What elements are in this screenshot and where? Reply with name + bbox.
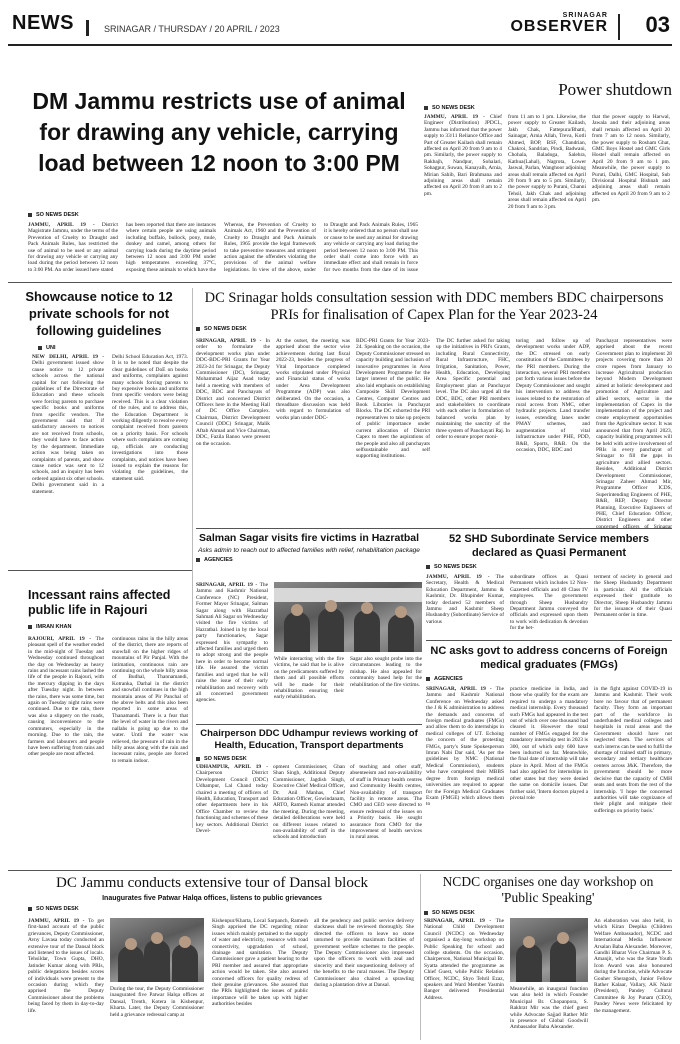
story-column: from 11 am to 1 pm. Likewise, the power supply to Greater Kailash, Jakh Chak, Fattepura/Bhatti, Sainagar, Arnia Allah, Treva, Kotli Ahmed, BOP, BSF, Chandrian, Chakroi, Sandrian, Pindi, Badwani, Chohala, Baladoga, Salehra, Kathua(Lahal), Nagrota, Lower Jaswal, Parlan, Wanghoor adjoining areas shall remain affected on April 20 from 9 am to 5 pm. Similarly, the power supply to Purani, Channi Tehsil, Jakh Chak and adjoining areas shall remain affected on April 20 from 9 am to 3 pm. xyxy=(508,114,586,210)
header-divider xyxy=(618,14,620,40)
story-byline: SO NEWS DESK xyxy=(28,212,418,218)
story-column: At the outset, the meeting was apprised about the sector wise achievements during last fiscal 2022-23, besides the progress of Vital Importance completed works stipulated under Physical and Financial status of works under Area Development Programme (ADP) was also deliberated. On the occasion, a threadbare discussion was held with regard to formulation of works plan under DDC- xyxy=(276,338,350,421)
story-column: UDHAMPUR, APRIL 19 - Chairperson District Development Council (DDC) Udhampur, Lal Chand today chaired a meeting of officers of Health, Education, Transport and other departments here in his Office Chamber to review the functioning and schemes of these key sectors. Additional District Devel- xyxy=(196,764,268,835)
story-column: Kishenpur/Kharta, Local Sarpanch, Ramesh Singh apprised the DC regarding minor issues which mainly pertained to the supply of water and electricity, resource with road connectivity, upgradation of school, drainage and sanitation. The Deputy Commissioner gave a patient hearing to the PRI member and assured that appropriate action would be taken. She also assured concerned officers for quality redress of their genuine grievances. She assured that the PRIs highlighted the issues of public importance will be taken up with higher authorities besides xyxy=(212,918,308,1008)
story-tawi xyxy=(8,874,416,1040)
story-headline: DM Jammu restricts use of animal for drawing any vehicle, carrying load between 12 noon to 3:00 PM xyxy=(32,88,406,176)
story-column: JAMMU, APRIL 19 - To get first-hand account of the public grievances, Deputy Commissioner, Avny Lavasa today conducted an extensive tour of the Dansal block and listened to the issues of locals. Tehsildar, Town Gupta, DHO, Jatinder Kumar along with PRIs, public delegations besides scores of individuals were present to the occasion during which they apprised the Deputy Commissioner about the problems being faced by them in day-to-day life. xyxy=(28,918,104,1014)
brand-top: SRINAGAR xyxy=(562,12,608,19)
story-column: During the tour, the Deputy Commissioner inaugurated five Patwar Halqa offices at Dansal, Trenth, Kotera in Kishenpur, Kharta. Later, the Deputy Commissioner held a grievance redressal camp at xyxy=(110,986,204,1018)
story-column: Meanwhile, an inaugural function was also held in which Founder Municipal Br. Chopanpora, S. Rakhrat Mir was the chief guest while Advocate Sajjad Rather Mir in presence of Global Goodwill Ambassador Baba Alexander. xyxy=(510,986,588,1031)
story-animal xyxy=(20,86,418,214)
news-photo xyxy=(274,582,422,652)
story-fmg xyxy=(426,644,672,866)
story-column: SRINAGAR, APRIL 19 - The National Child Development Council (NCDC) on Wednesday organised a day-long workshop on Public Speaking for school and college students. On the occasion, Chairperson, National Municipal Br. Syatta attended the programme as Chief Guest, while Public Relation Officer, NCDC, Shyo Tehril Ezaz, speakers and Ward Member Yasmin Banger delivered Presidential Address. xyxy=(424,918,504,1001)
section-divider xyxy=(8,282,672,283)
story-byline: AGENCIES xyxy=(196,557,422,563)
story-headline: DC Srinagar holds consultation session with DDC members BDC chairpersons PRIs for finalisation of Capex Plan for the Year 2023-24 xyxy=(204,290,664,323)
story-column: JAMMU, APRIL 19 - Chief Engineer (Distribution) JPDCL, Jammu has informed that the power supply to 33/11 Reliance Office and Part of Greater Kailash shall remain affected on April 20 from 9 am to 4 pm. Similarly, the power supply to Rakbajh, Nandpur, Sohalari, Sohagpur, Suwan, Kanayalh, Arnia, Mirian Sahib, Bari Brahmana and adjoining areas shall remain affected on April 20 from 8 am to 2 pm. xyxy=(424,114,502,197)
section-divider xyxy=(8,870,672,871)
story-column: Whereas, the Prevention of Cruelty to Animals Act, 1960 and the Prevention of Cruelty to Draught and Pack Animals Rules, 1965 provide the legal framework to take preventive measures and stringent action against the offenders violating the provisions of the animal welfare legislations. In view of the above, under xyxy=(224,222,316,272)
story-headline: 52 SHD Subordinate Service members declared as Quasi Permanent xyxy=(449,533,649,559)
story-headline: Showcause notice to 12 private schools for not following guidelines xyxy=(25,289,173,338)
page-number: 03 xyxy=(645,12,670,37)
issue-date: SRINAGAR / THURSDAY / 20 APRIL / 2023 xyxy=(104,24,280,34)
story-column: SRINAGAR, APRIL 19 - The Jammu and Kashmir National Conference (NC) President, Former Mayor Srinagar, Salman Sagar along with Hazratbal Sahmati Ali Sagar on Wednesday visited the fire victims of Hazratbal. Joined in by the local party functionaries, Sagar expressed his sympathy to affected families and urged them to adopt strong and the people here in order to become normal life. He assured the victim families and urged that he will raise the issue of their early rehabilitation and recovery with all concerned government agencies. xyxy=(196,582,268,704)
story-byline: UNI xyxy=(8,345,190,351)
story-byline: SO NEWS DESK xyxy=(426,564,672,570)
story-column: SRINAGAR, APRIL 19 - In order to formulate the development works plan under DDC-BDC-PRI Grants for Year 2023-24 for Srinagar, the Deputy Commissioner (DC), Srinagar, Mohammad Aijaz Asad today held a meeting with members of DDC, BDC and Panchayats of District and concerned District Officers here in the Meeting Hall of DC Office Complex. Chairman, District Development Council (DDC) Srinagar, Malik Aftab Ahmad and Vice Chairman, DDC, Fazila Banoo were present on the occasion. xyxy=(196,338,270,447)
brand-main: OBSERVER xyxy=(510,18,608,35)
story-column: The DC further asked for taking up the initiatives in PRI's Grants, including Rural Connectivity, Rural Infrastructure, FHC, Irrigation, Sanitation, Power, Health, Education, Developing Area Specific potential and Employment plan at Panchayat level. The DC also urged all the DDC, BDC, other PRI members and stakeholders to coordinate with each other in formulation of balanced works plan by maintaining the sanctity of the three system of Panchayati Raj. In order to ensure proper moni- xyxy=(436,338,510,441)
story-headline: Chairperson DDC Udhampur reviews working of Health, Education, Transport departments xyxy=(200,728,418,751)
story-rains xyxy=(8,588,190,828)
story-column: RAJOURI, APRIL 19 - The pleasant spell of the weather ended in the mid-night of Tuesday and Wednesday continued throughout the day on Wednesday as heavy rains and incessant rains lashed the life of the people in Rajouri, with the mercury dipping in the days after Tuesday night. In between the rains, there was some time, but again on Tuesday night rains were continued. Due to the rain, there was also a slippery on the roads, causing inconvenience to the commuters, especially in the morning. Due to the rain, the farmers and labourers and people have been suffering from rains and other people are most affected. xyxy=(28,636,104,758)
story-subhead: Inaugurates five Patwar Halqa offices, listens to public grievances xyxy=(102,895,322,902)
story-column: has been reported that there are instances where certain people are using animals including buffalo, bullock, pony, mule, donkey and camel, among others for carrying loads during the daytime period between 12 noon and 3:00 PM under high temperatures exceeding 37°C, exposing these animals to which have the xyxy=(126,222,216,272)
story-column: terment of society in general and the Sheep Husbandry Department in particular. All the officials expressed their gratitude to Director, Sheep Husbandry Jammu for the issuance of their Quasi Permanent order in time. xyxy=(594,574,672,619)
news-photo xyxy=(510,918,588,982)
story-headline: Power shutdown xyxy=(558,80,672,99)
column-divider xyxy=(420,874,421,1040)
story-ncdc xyxy=(424,874,672,1040)
story-column: all the pendency and public service delivery slackness shall be reviewed thoroughly. She directed the officers to leave no stone unturned to provide maximum facilities of government welfare schemes to the people. The Deputy Commissioner also impressed upon the officers to work with zeal and sincerity and their unquestioning delivery of the benefits to the rural masses. The Deputy Commissioner also chaired a sprawling during a plantation drive at Dansal. xyxy=(314,918,414,989)
story-column: SRINAGAR, APRIL 19 - The Jammu and Kashmir National Conference on Wednesday asked the J & K administration to address the demands and concerns of foreign medical graduates (FMGs) and allow them to do internships in medical colleges of UT. Echoing the concern of the protesting FMGs, party's State Spokesperson Imran Nabi Dar said, 'As per the guidelines by NMC (National Medical Commission), students who have completed their MBBS degree from foreign medical universities are required to appear for the Foreign Medical Graduates Exam (FMGE) which allows them to xyxy=(426,686,504,808)
column-divider xyxy=(192,288,193,828)
news-photo xyxy=(110,918,204,982)
story-column: continuous rains in the hilly areas of the district, there are reports of snowfall on the higher ridges of mountains of Pir Panjal. With the intimation, continuous rain are continuing on the whole hilly areas of Budhal, Thannamandi, Kotranka, Darhal in the district and snowfall continues in the high mountain areas of Pir Panchal of the above belts and this also been reported in some areas of Thanamandi. There is a fear that the level of water in the rivers and nallahs is going up due to the water. Until the water was relieved, the pressure of rain in the hilly areas along with the rain and incessant rains, people are forced to remain indoor. xyxy=(112,636,188,764)
story-column: that the power supply to Harwal, Jawala and their adjoining areas shall remain affected on April 20 from 7 am to 12 noon. Similarly, the power supply to Rosham Ghat, GMC Boys Hostel and GMC Girls Hostel shall remain affected on April 20 from 9 am to 1 pm. Meanwhile, the power supply to Puruti, Dalhi, GMC Hospital, Sub Divisional Hospital Bishnah and adjoining areas shall remain affected on April 20 from 9 am to 2 pm. xyxy=(592,114,670,204)
story-headline: NCDC organises one day workshop on 'Public Speaking' xyxy=(442,874,654,905)
story-subhead: Asks admin to reach out to affected families with relief, rehabilitation package xyxy=(198,547,420,554)
story-column: toring and follow up of development works under ADP, the DC stressed on early constitution of the Committees by the PRI members. During the interaction, several PRI members put forth various issues before the Deputy Commissioner and sought his intervention to address the issues related to the restoration of rural access from NMC, other hydraulic projects. Land transfer issues, extending lanes under PMAY schemes, and augmentation of vital infrastructure under PHE, PDD, R&B, Sports, R&B. On the occasion, DDC, BDC and xyxy=(516,338,590,453)
story-headline: DC Jammu conducts extensive tour of Dansal block xyxy=(55,875,369,891)
story-column: subordinate offices as Quasi Permanent which includes 12 Non-Gazetted officials and 40 Class IV employees. The government through Sheep Husbandry Department Jammu conveyed the officials and expressed upon them to work with dedication & devotion for the bet- xyxy=(510,574,588,632)
masthead xyxy=(8,6,672,46)
section-divider xyxy=(426,640,672,641)
story-byline: SO NEWS DESK xyxy=(196,756,422,762)
story-power xyxy=(424,80,672,275)
story-column: NEW DELHI, APRIL 19 - Delhi government issued show cause notice to 12 private schools across the national capital for not following the guidelines of the Directorate of Education and these schools were forcing parents to purchase specific books and uniforms from specific vendors. The government said that if satisfactory answers to notices are not received from schools, they would have to face action by the department. Immediate action was being taken on complaints of parents, and show cause notice was sent to 12 schools, and an inquiry has been ordered against six other schools. Delhi government said in a statement. xyxy=(32,354,104,495)
story-ddc xyxy=(196,290,672,530)
story-column: JAMMU, APRIL 19 - The Secretary, Health & Medical Education Department, Jammu & Kashmir, Dr. Bhupinder Kumar, today declared 52 members of Jammu and Kashmir Sheep Husbandry (Subordinate) Service of various xyxy=(426,574,504,625)
story-column: in the fight against COVID-19 in Jammu and Kashmir. Their work bore no favour that of permanent faculty. They form an important part of the workforce in underfunded medical colleges and hospitals in rural areas and the Government should have not neglected them. The services of such interns can be used to fulfil the shortage of trained staff in primary, secondary and tertiary healthcare centers across J&K. Therefore, the government should be more decisive that the capacity of CMH seats and seats from the rest of the internship. 'I hope the concerned authorities will take cognizance of their plight and mitigate their sufferings on priority basis.' xyxy=(594,686,672,814)
brand-logo xyxy=(510,12,608,35)
story-column: to Draught and Pack Animals Rules, 1965 it is hereby ordered that no person shall use or cause to be used any animal for drawing any vehicle or carrying any load during the period between 12 noon to 3:00 PM. This order shall come into force with an immediate effect and shall remain in force for two months from the date of its issue xyxy=(324,222,418,272)
story-byline: IMRAN KHAN xyxy=(8,624,190,630)
section-divider xyxy=(8,570,192,571)
story-byline: SO NEWS DESK xyxy=(8,906,416,912)
story-salman xyxy=(196,532,422,722)
story-headline: NC asks govt to address concerns of Foreign medical graduates (FMGs) xyxy=(430,645,668,671)
story-shd xyxy=(426,532,672,640)
story-byline: AGENCIES xyxy=(426,676,672,682)
story-animal-body xyxy=(28,212,418,272)
story-byline: SO NEWS DESK xyxy=(424,910,672,916)
section-label: NEWS xyxy=(12,12,74,34)
story-column: Panchayat representatives were apprised about the recent Government plan to implement 28 projects covering more than 20 crore rupees from January to increase Agricultural production beyond Modern Development aimed at holistic development and promotion of Agriculture and allied sectors, sector in the implementation of Capex in the implementation of the project and create employment opportunities from the Agriculture sector. It was announced that from April 2023, capacity building programmes will be held with active involvement of PRIs in every panchayat of Srinagar to fill the gaps in agriculture and allied sectors. Besides, Additional District Development Commissioner, Srinagar Zaheer Ahmad Mir, Programme Officer ICDS, Superintending Engineers of PHE, R&B, REP, Deputy Director Planning, Executive Engineers of PHE, Chief Education Officer, District Engineers and other concerned officers of Srinagar xyxy=(596,338,672,528)
story-column: Sagar also sought probe into the circumstances leading to the mishap. He also appealed for community based help for the rehabilitation of the fire victims. xyxy=(350,656,422,688)
story-column: of teaching and other staff, absenteeism and non-availability of staff in Primary health centres and Community Health centres, Non-availability of transport facility in remote areas. The CMO and CEO were directed to ensure redressal of the issues on a Priority basis. He sought assurance from CMO for the improvement of health services in rural areas. xyxy=(350,764,422,841)
story-column: JAMMU, APRIL 19 - District Magistrate Jammu, under the terms of the Prevention of Cruelty to Draught and Pack Animals Rules, has restricted the use of animal to be used or any animal for drawing any vehicle or carrying any load during the period between 12 noon to 3:00 PM. An order issued here stated xyxy=(28,222,118,272)
story-column: BDC-PRI Grants for Year 2023-24. Speaking on the occasion, the Deputy Commissioner stressed on capacity building and inclusion of innovative programmes in Area Development Programme for the larger interest of the public. He also laid emphasis on establishing Composite Skill Development Centres, Computer Centres and Book Libraries in Panchayat Blocks. The DC exhorted the PRI representatives to take up projects of public importance under current allocation of District Capex to meet the aspirations of the people and also all panchayats selfsustainable and self supporting institutions. xyxy=(356,338,430,460)
story-showcause xyxy=(8,288,190,568)
section-divider xyxy=(196,724,422,725)
story-headline: Incessant rains affected public life in Rajouri xyxy=(28,588,171,617)
story-column: While interacting with the fire victims, he said that he is alive on the predicaments suffered by them and all possible efforts will be made for their rehabilitation ensuring their early rehabilitation. xyxy=(274,656,344,701)
story-column: An elaboration was also held, in which Kiran Deepika (Children Welfare Ambassador), NCDC and International Media Influencer Arsalan Baba Alexander. Moreover, Gandhi Bharat Vice Chairman P. S. Amanjit, who was the State Youth Icon Award was also honoured during the function, while Advocate Gouher Sheragosh, Junior Fellow Rather Kalaar, Vallary, AK Nazir (President), Pandey Cultural Committee & Joy Punam (CEO), Pandey News were felicitated by the management. xyxy=(594,918,672,1014)
story-column: opment Commissioner, Ghan Shan Singh, Additional Deputy Commissioner, Jagdish Singh, Executive Chief Medical Officer, Dr. Anil Manhas, Chief Education Officer, Gowindanam, ARTO, Ramesh Kumar attended the meeting. During the meeting, detailed deliberations were held on different issues related to non-availability of staff in the schools and introduction xyxy=(273,764,345,841)
header-divider xyxy=(86,20,89,36)
story-byline: SO NEWS DESK xyxy=(196,326,672,332)
story-udhampur xyxy=(196,728,422,864)
story-column: practice medicine in India, and those who qualify for the exam are required to undergo a mandatory medical internship. Every thousand such FMGs had appeared in the test out of which over one thousand had cleared it. However the total number of FMGs engaged for the mandatory internship test in 2023 is 300, out of which only 600 have been inducted so far. Meanwhile, the final date of internship will take place in April. Most of the FMGs had also applied for internships in other states but they were denied the same on domicile issues. Dar further said, 'Intern doctors played a pivotal role xyxy=(510,686,588,801)
story-headline: Salman Sagar visits fire victims in Hazratbal xyxy=(198,532,419,544)
story-byline: SO NEWS DESK xyxy=(424,105,672,111)
story-column: Delhi School Education Act, 1973. It is to be noted that despite the clear guidelines of DoE on books and uniforms, complaints against many schools forcing parents to buy expensive books and uniforms from specific vendors were being received. This is a clear violation of the rules, and to address this, the Education Department is working diligently to resolve every complaint received from parents on a priority basis. For schools where such complaints are coming up, officials are conducting investigations into those complaints, and notices have been issued to explain the reasons for violating the guidelines, the statement said. xyxy=(112,354,188,482)
section-divider xyxy=(196,528,672,529)
